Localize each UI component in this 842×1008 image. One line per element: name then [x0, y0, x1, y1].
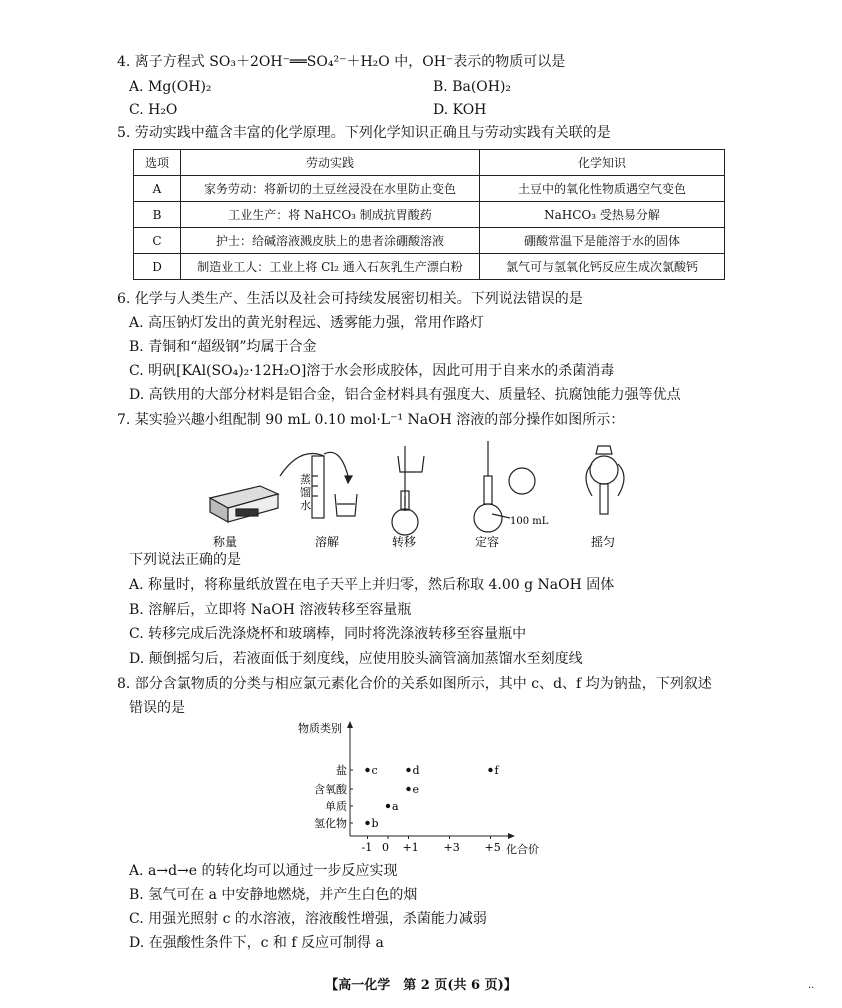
table-cell: A: [134, 176, 181, 202]
table-row: [134, 176, 725, 202]
q7-prompt: 下列说法正确的是: [129, 552, 241, 568]
q6-option-d: D. 高铁用的大部分材料是铝合金，铝合金材料具有强度大、质量轻、抗腐蚀能力强等优点: [129, 387, 681, 403]
data-point-label: b: [371, 817, 379, 830]
data-point-a: [386, 804, 390, 808]
q7-option-d: D. 颠倒摇匀后，若液面低于刻度线，应使用胶头滴管滴加蒸馏水至刻度线: [129, 651, 583, 667]
x-axis-label: 化合价: [506, 843, 539, 856]
water-label-1: 蒸: [300, 473, 311, 486]
data-point-label: f: [494, 764, 499, 777]
q6-option-b: B. 青铜和“超级钢”均属于合金: [129, 339, 317, 355]
q4-option-c: C. H₂O: [129, 102, 178, 118]
q7-option-c: C. 转移完成后洗涤烧杯和玻璃棒，同时将洗涤液转移至容量瓶中: [129, 626, 527, 642]
step-volume: 定容: [475, 535, 500, 549]
q8-stem: 8. 部分含氯物质的分类与相应氯元素化合价的关系如图所示，其中 c、d、f 均为钠盐，下列叙述: [117, 676, 712, 692]
step-transfer: 转移: [392, 535, 417, 549]
transfer-icon: [392, 446, 424, 535]
x-tick-label: -1: [361, 841, 373, 854]
y-category-label: 单质: [325, 800, 347, 813]
table-cell: D: [134, 254, 181, 280]
table-row: [134, 254, 725, 280]
page-footer: 【高一化学 第 2 页(共 6 页)】: [325, 978, 517, 993]
table-header-row: [134, 150, 725, 176]
q4-option-b: B. Ba(OH)₂: [433, 79, 512, 95]
flask-label: 100 mL: [510, 516, 549, 527]
shake-icon: [586, 446, 624, 514]
table-row: [134, 202, 725, 228]
data-point-d: [406, 768, 410, 772]
q8-stem-cont: 错误的是: [129, 700, 185, 716]
header-cell: 选项: [134, 150, 181, 176]
table-cell: 氯气可与氢氧化钙反应生成次氯酸钙: [480, 254, 725, 280]
water-label-2: 馏: [300, 486, 311, 499]
q8-option-d: D. 在强酸性条件下，c 和 f 反应可制得 a: [129, 935, 384, 951]
q5-table: [133, 149, 725, 280]
q7-option-b: B. 溶解后，立即将 NaOH 溶液转移至容量瓶: [129, 602, 412, 618]
y-category-label: 氢化物: [314, 817, 347, 830]
header-cell: 化学知识: [480, 150, 725, 176]
data-point-b: [365, 821, 369, 825]
q8-option-c: C. 用强光照射 c 的水溶液，溶液酸性增强，杀菌能力减弱: [129, 911, 487, 927]
q5-stem: 5. 劳动实践中蕴含丰富的化学原理。下列化学知识正确且与劳动实践有关联的是: [117, 125, 611, 141]
data-point-label: a: [392, 800, 399, 813]
step-weigh: 称量: [213, 535, 238, 549]
balance-icon: [210, 486, 278, 522]
y-category-label: 盐: [336, 764, 347, 777]
data-point-label: e: [412, 783, 420, 796]
water-label-3: 水: [300, 499, 311, 512]
table-cell: 制造业工人：工业上将 Cl₂ 通入石灰乳生产漂白粉: [181, 254, 480, 280]
header-cell: 劳动实践: [181, 150, 480, 176]
q8-option-b: B. 氢气可在 a 中安静地燃烧，并产生白色的烟: [129, 887, 418, 903]
q4-stem: 4. 离子方程式 SO₃＋2OH⁻══SO₄²⁻＋H₂O 中，OH⁻表示的物质可以是: [117, 54, 566, 70]
data-point-label: d: [412, 764, 420, 777]
data-point-label: c: [371, 764, 378, 777]
table-cell: C: [134, 228, 181, 254]
data-point-f: [488, 768, 492, 772]
table-cell: B: [134, 202, 181, 228]
x-tick-label: +1: [402, 841, 419, 854]
table-cell: NaHCO₃ 受热易分解: [480, 202, 725, 228]
q8-option-a: A. a→d→e 的转化均可以通过一步反应实现: [129, 863, 398, 879]
y-category-label: 含氧酸: [314, 783, 347, 796]
q7-option-a: A. 称量时，将称量纸放置在电子天平上并归零，然后称取 4.00 g NaOH 固体: [129, 577, 615, 593]
q6-option-c: C. 明矾[KAl(SO₄)₂·12H₂O]溶于水会形成胶体，因此可用于自来水的杀菌消毒: [129, 363, 615, 379]
step-dissolve: 溶解: [315, 535, 340, 549]
y-axis-arrow: [347, 721, 353, 728]
table-cell: 硼酸常温下是能溶于水的固体: [480, 228, 725, 254]
table-cell: 家务劳动：将新切的土豆丝浸没在水里防止变色: [181, 176, 480, 202]
dissolve-icon: [280, 452, 357, 518]
q6-option-a: A. 高压钠灯发出的黄光射程远、透雾能力强，常用作路灯: [129, 315, 485, 331]
q7-apparatus-figure: [200, 436, 650, 554]
q4-option-a: A. Mg(OH)₂: [129, 79, 212, 95]
table-cell: 土豆中的氧化性物质遇空气变色: [480, 176, 725, 202]
x-tick-label: +5: [484, 841, 501, 854]
q4-option-d: D. KOH: [433, 102, 487, 118]
table-cell: 护士：给碱溶液溅皮肤上的患者涂硼酸溶液: [181, 228, 480, 254]
corner-mark: ..: [808, 980, 815, 991]
step-shake: 摇匀: [591, 535, 616, 549]
y-axis-label: 物质类别: [298, 722, 342, 735]
x-axis-arrow: [508, 833, 515, 839]
data-point-e: [406, 787, 410, 791]
x-tick-label: +3: [443, 841, 460, 854]
x-tick-label: 0: [382, 841, 389, 854]
q7-stem: 7. 某实验兴趣小组配制 90 mL 0.10 mol·L⁻¹ NaOH 溶液的部分操作如图所示：: [117, 412, 625, 428]
q6-stem: 6. 化学与人类生产、生活以及社会可持续发展密切相关。下列说法错误的是: [117, 291, 583, 307]
table-row: [134, 228, 725, 254]
q8-chart: [292, 716, 552, 860]
data-point-c: [365, 768, 369, 772]
table-cell: 工业生产：将 NaHCO₃ 制成抗胃酸药: [181, 202, 480, 228]
